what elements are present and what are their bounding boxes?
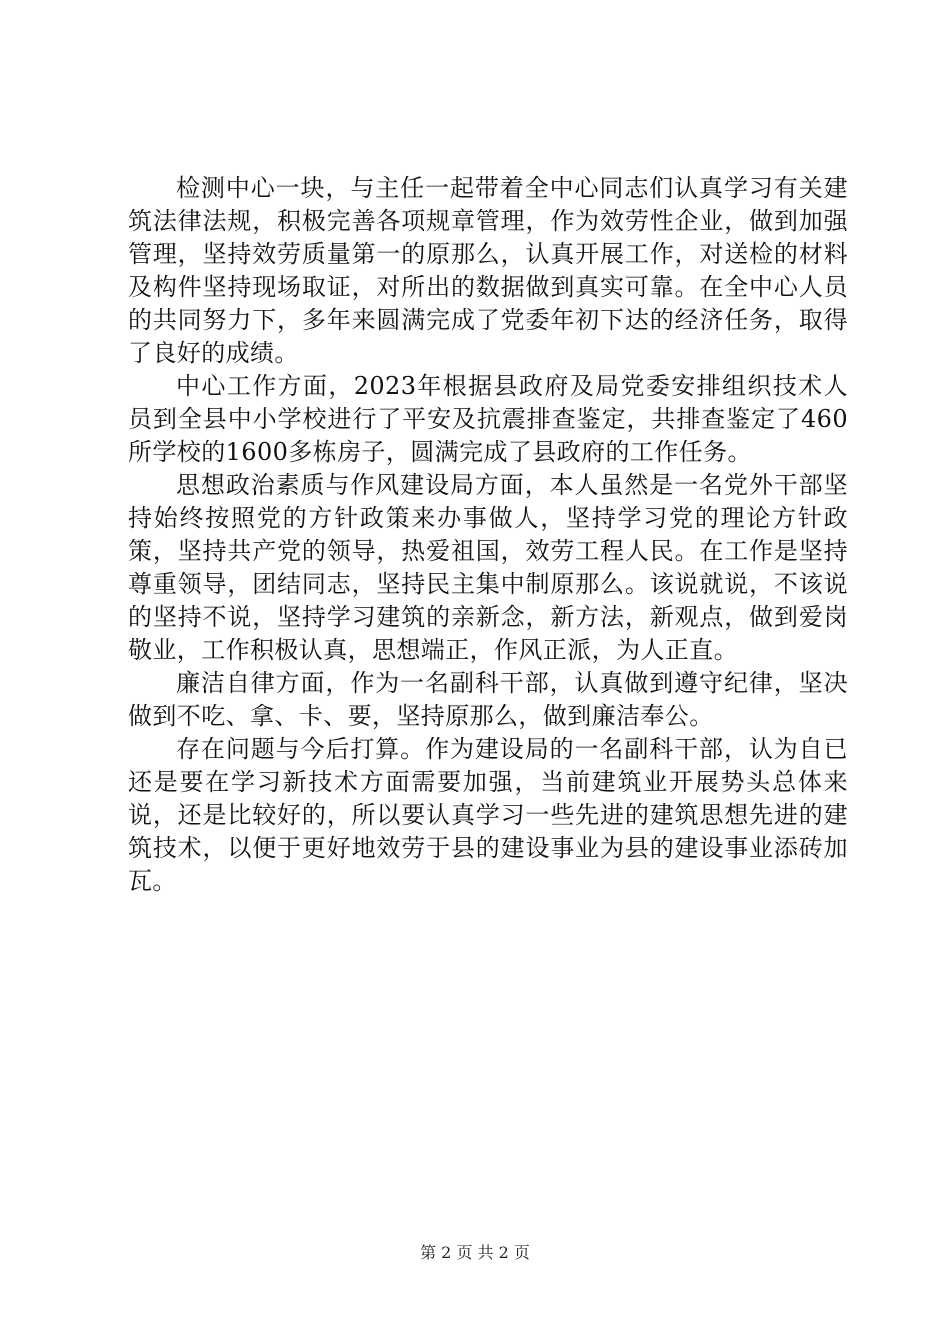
document-body	[128, 172, 848, 898]
page-number-footer: 第 2 页 共 2 页	[420, 1243, 530, 1262]
paragraph-integrity: 廉洁自律方面，作为一名副科干部，认真做到遵守纪律，坚决做到不吃、拿、卡、要，坚持原那么，做到廉洁奉公。	[128, 669, 848, 730]
paragraph-testing-center: 检测中心一块，与主任一起带着全中心同志们认真学习有关建筑法律法规，积极完善各项规章管理，作为效劳性企业，做到加强管理，坚持效劳质量第一的原那么，认真开展工作，对送检的材料及构件坚持现场取证，对所出的数据做到真实可靠。在全中心人员的共同努力下，多年来圆满完成了党委年初下达的经济任务，取得了良好的成绩。	[128, 174, 848, 367]
paragraph-problems-plans: 存在问题与今后打算。作为建设局的一名副科干部，认为自已还是要在学习新技术方面需要加强，当前建筑业开展势头总体来说，还是比较好的，所以要认真学习一些先进的建筑思想先进的建筑技术，以便于更好地效劳于县的建设事业为县的建设事业添砖加瓦。	[128, 735, 848, 895]
paragraph-political-quality: 思想政治素质与作风建设局方面，本人虽然是一名党外干部坚持始终按照党的方针政策来办事做人，坚持学习党的理论方针政策，坚持共产党的领导，热爱祖国，效劳工程人民。在工作是坚持尊重领导，团结同志，坚持民主集中制原那么。该说就说，不该说的坚持不说，坚持学习建筑的亲新念，新方法，新观点，做到爱岗敬业，工作积极认真，思想端正，作风正派，为人正直。	[128, 471, 848, 664]
paragraph-center-work: 中心工作方面，2023年根据县政府及局党委安排组织技术人员到全县中小学校进行了平安及抗震排查鉴定，共排查鉴定了460所学校的1600多栋房子，圆满完成了县政府的工作任务。	[128, 372, 848, 466]
